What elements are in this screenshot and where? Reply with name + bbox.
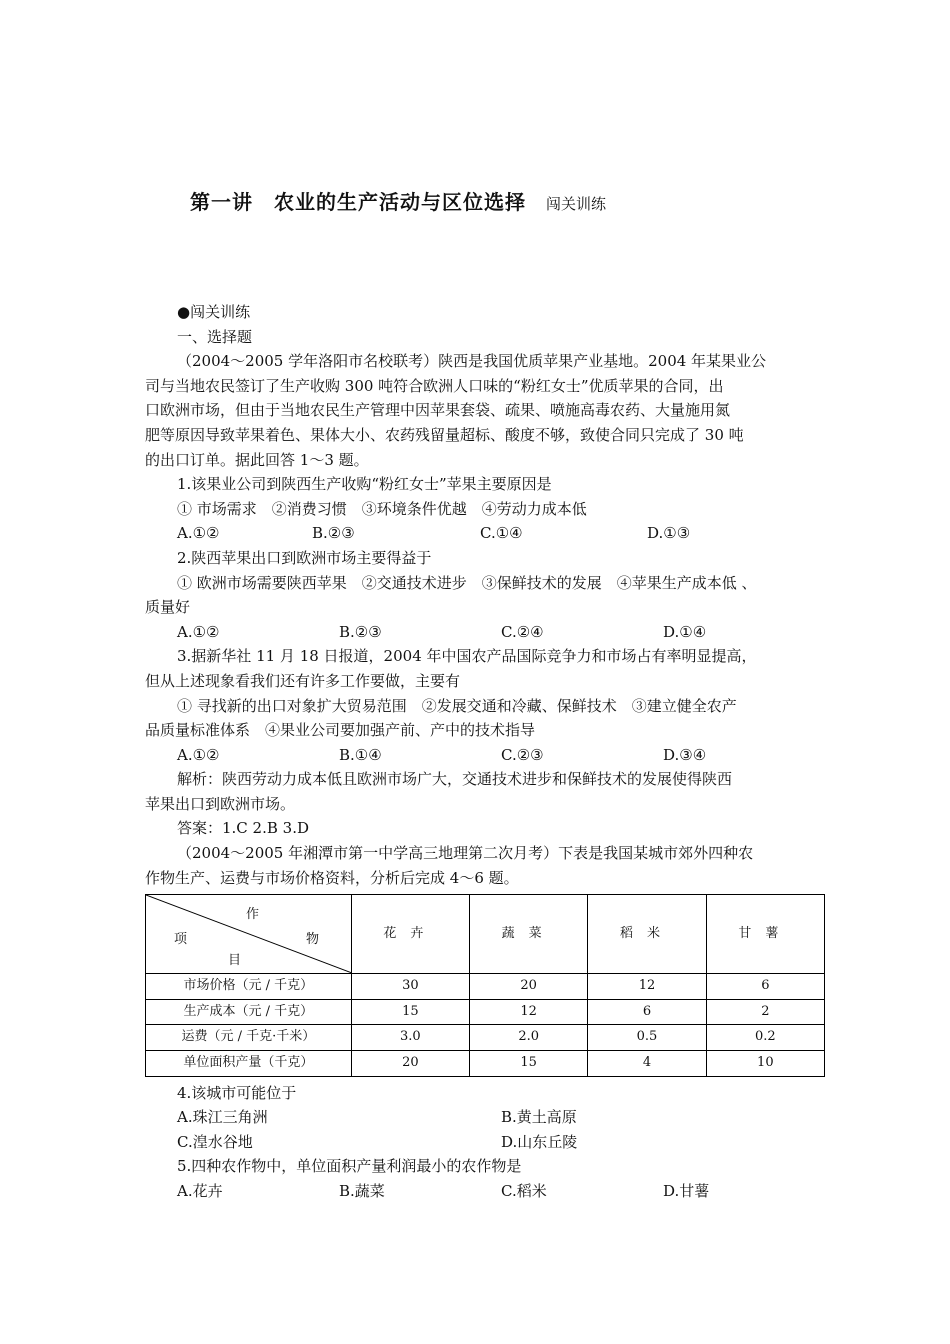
table-header-cell: 蔬菜 (470, 895, 588, 974)
q2-stem: 2.陕西苹果出口到欧洲市场主要得益于 (177, 548, 432, 567)
title-main: 第一讲 农业的生产活动与区位选择 (190, 190, 526, 214)
q2-options (145, 620, 825, 645)
intro1-line: （2004～2005 学年洛阳市名校联考）陕西是我国优质苹果产业基地。2004 年某果业公 (177, 352, 767, 371)
option: D.甘薯 (663, 1182, 710, 1200)
table-header-cell: 甘薯 (706, 895, 824, 974)
option: A.花卉 (177, 1182, 223, 1200)
option: C.湟水谷地 (177, 1132, 253, 1151)
table-cell: 20 (470, 974, 588, 1000)
option: C.②④ (501, 622, 544, 641)
table-row (146, 1025, 825, 1051)
table-cell: 12 (588, 974, 706, 1000)
table-cell: 6 (588, 999, 706, 1025)
row-label: 单位面积产量（千克） (146, 1051, 352, 1077)
table-row (146, 999, 825, 1025)
table-cell: 2 (706, 999, 824, 1025)
intro1-line: 司与当地农民签订了生产收购 300 吨符合欧洲人口味的“粉红女士”优质苹果的合同，出 (145, 376, 724, 395)
option: A.①② (177, 745, 220, 764)
q4-stem: 4.该城市可能位于 (177, 1083, 297, 1102)
table-cell: 20 (351, 1051, 469, 1077)
intro1-line: 肥等原因导致苹果着色、果体大小、农药残留量超标、酸度不够，致使合同只完成了 30 吨 (145, 425, 744, 444)
table-cell: 15 (470, 1051, 588, 1077)
table-cell: 3.0 (351, 1025, 469, 1051)
option: B.蔬菜 (339, 1182, 385, 1200)
q1-options (145, 521, 825, 546)
crop-data-table (145, 894, 825, 1076)
option: D.③④ (663, 745, 707, 764)
q1-stem: 1.该果业公司到陕西生产收购“粉红女士”苹果主要原因是 (177, 475, 552, 494)
section-part: 一、选择题 (177, 327, 253, 346)
intro2-line: （2004～2005 年湘潭市第一中学高三地理第二次月考）下表是我国某城市郊外四种农 (177, 844, 754, 863)
corner-label: 作 (246, 907, 260, 923)
q1-items: ① 市场需求 ②消费习惯 ③环境条件优越 ④劳动力成本低 (177, 499, 587, 518)
table-cell: 15 (351, 999, 469, 1025)
intro1-line: 的出口订单。据此回答 1～3 题。 (145, 450, 369, 469)
table-cell: 6 (706, 974, 824, 1000)
analysis-cont: 苹果出口到欧洲市场。 (145, 794, 296, 813)
q3-stem-cont: 但从上述现象看我们还有许多工作要做，主要有 (145, 671, 461, 690)
option: B.②③ (312, 524, 355, 543)
table-cell: 10 (706, 1051, 824, 1077)
option: A.珠江三角洲 (177, 1108, 268, 1127)
table-corner-cell (146, 895, 352, 974)
q4-options (145, 1130, 825, 1155)
q3-stem: 3.据新华社 11 月 18 日报道，2004 年中国农产品国际竞争力和市场占有率明显提高， (177, 647, 757, 666)
table-row (146, 1051, 825, 1077)
table-cell: 4 (588, 1051, 706, 1077)
answer: 答案：1.C 2.B 3.D (177, 819, 309, 838)
option: D.山东丘陵 (501, 1132, 578, 1151)
row-label: 市场价格（元 / 千克） (146, 974, 352, 1000)
q2-items: ① 欧洲市场需要陕西苹果 ②交通技术进步 ③保鲜技术的发展 ④苹果生产成本低 、 (177, 573, 757, 592)
intro2-line: 作物生产、运费与市场价格资料，分析后完成 4～6 题。 (145, 868, 519, 887)
option: B.①④ (339, 745, 382, 764)
q5-stem: 5.四种农作物中，单位面积产量利润最小的农作物是 (177, 1157, 522, 1176)
row-label: 生产成本（元 / 千克） (146, 999, 352, 1025)
q5-options (145, 1179, 825, 1204)
option: C.②③ (501, 745, 544, 764)
corner-label: 项 (174, 932, 188, 948)
option: A.①② (177, 622, 220, 641)
option: A.①② (177, 524, 220, 543)
q4-options (145, 1105, 825, 1130)
page-title (190, 186, 606, 215)
q3-options (145, 743, 825, 768)
table-cell: 30 (351, 974, 469, 1000)
table-cell: 0.2 (706, 1025, 824, 1051)
option: C.稻米 (501, 1182, 547, 1200)
title-sub: 闯关训练 (546, 195, 607, 213)
corner-label: 物 (306, 932, 320, 948)
option: C.①④ (480, 524, 523, 543)
section-heading: ●闯关训练 (177, 303, 251, 321)
corner-label: 目 (228, 953, 242, 969)
table-row (146, 974, 825, 1000)
table-header-cell: 稻米 (588, 895, 706, 974)
option: B.②③ (339, 622, 382, 641)
table-cell: 0.5 (588, 1025, 706, 1051)
document-body (145, 300, 825, 1204)
option: D.①④ (663, 622, 707, 641)
q2-items-cont: 质量好 (145, 598, 191, 617)
q3-items: ① 寻找新的出口对象扩大贸易范围 ②发展交通和冷藏、保鲜技术 ③建立健全农产 (177, 696, 737, 715)
option: B.黄土高原 (501, 1108, 577, 1127)
table-header-cell: 花卉 (351, 895, 469, 974)
q3-items-cont: 品质量标准体系 ④果业公司要加强产前、产中的技术指导 (145, 721, 536, 740)
table-header-row (146, 895, 825, 974)
table-cell: 2.0 (470, 1025, 588, 1051)
analysis: 解析：陕西劳动力成本低且欧洲市场广大，交通技术进步和保鲜技术的发展使得陕西 (177, 770, 733, 789)
option: D.①③ (647, 524, 691, 543)
table-cell: 12 (470, 999, 588, 1025)
row-label: 运费（元 / 千克·千米） (146, 1025, 352, 1051)
intro1-line: 口欧洲市场，但由于当地农民生产管理中因苹果套袋、疏果、喷施高毒农药、大量施用氮 (145, 401, 731, 420)
